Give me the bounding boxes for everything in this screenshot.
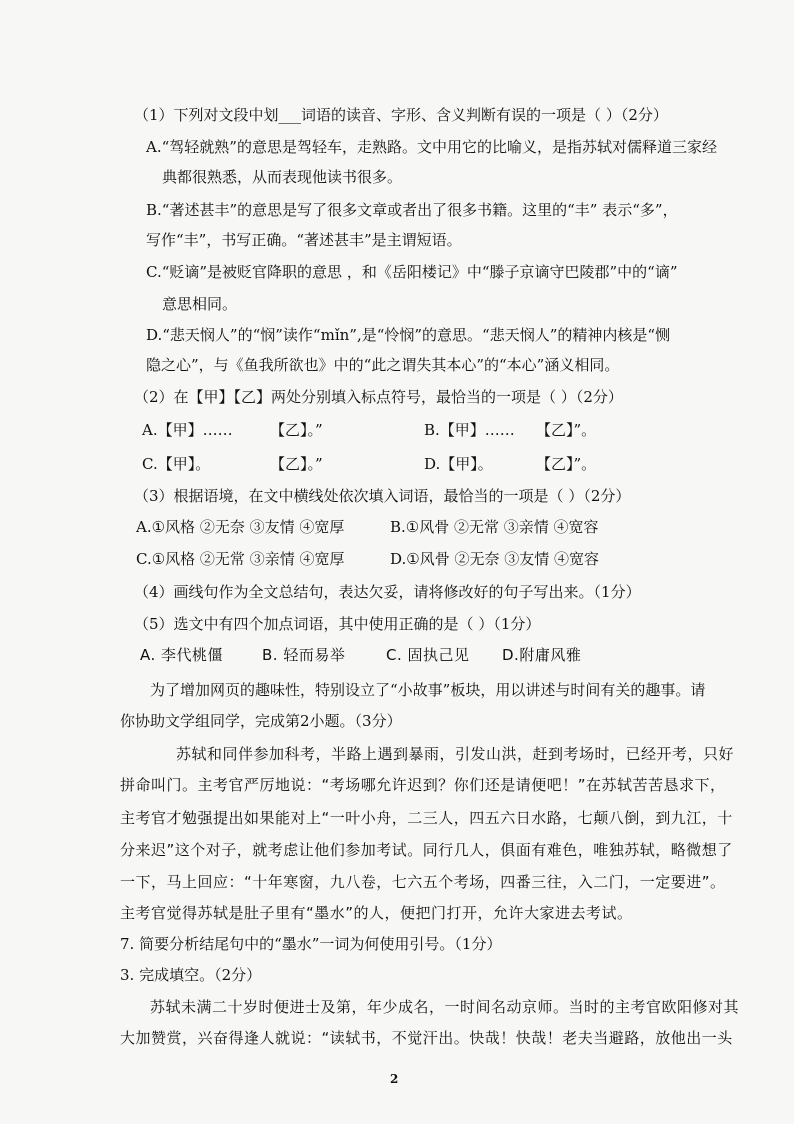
story-line3: 主考官才勉强提出如果能对上“一叶小舟，二三人，四五六日水路，七颠八倒，到九江，十 <box>120 809 733 827</box>
q1-option-b-line2: 写作“丰”，书写正确。“著述甚丰”是主谓短语。 <box>146 231 462 249</box>
story2-line1: 苏轼未满二十岁时便进士及第，年少成名，一时间名动京师。当时的主考官欧阳修对其 <box>150 998 740 1016</box>
q2-option-c-jia: C.【甲】。 <box>142 455 211 473</box>
q3-option-a: A.①风格 ②无奈 ③友情 ④宽厚 <box>136 518 345 536</box>
q2-stem: （2）在【甲】【乙】两处分别填入标点符号，最恰当的一项是（ ）（2分） <box>134 388 623 406</box>
q1-option-a-line2: 典都很熟悉，从而表现他读书很多。 <box>162 168 403 186</box>
q2-option-b-yi: 【乙】”。 <box>536 421 597 439</box>
q5-option-d: D.附庸风雅 <box>502 646 582 664</box>
q2-option-d-yi: 【乙】”。 <box>536 455 597 473</box>
q1-option-d-line1: D.“悲天悯人”的“悯”读作“mǐn”,是“怜悯”的意思。“悲天悯人”的精神内核是“恻 <box>146 326 671 344</box>
q1-option-b-line1: B.“著述甚丰”的意思是写了很多文章或者出了很多书籍。这里的“丰” 表示“多”， <box>146 201 678 219</box>
q5-stem: （5）选文中有四个加点词语，其中使用正确的是（ ）（1分） <box>134 615 541 633</box>
q2-option-a-yi: 【乙】。” <box>270 421 323 439</box>
q2-option-d-jia: D.【甲】。 <box>424 455 493 473</box>
q2-option-b-jia: B.【甲】…… <box>424 421 515 439</box>
q5-option-c: C. 固执己见 <box>386 646 470 664</box>
story2-line2: 大加赞赏，兴奋得逢人就说：“读轼书，不觉汗出。快哉！快哉！老夫当避路，放他出一头 <box>120 1029 733 1047</box>
q2-option-c-yi: 【乙】。” <box>270 455 323 473</box>
q7-stem: 7. 简要分析结尾句中的“墨水”一词为何使用引号。（1分） <box>120 935 502 953</box>
q2-option-a-jia: A.【甲】…… <box>142 421 233 439</box>
q1-stem: （1）下列对文段中划___词语的读音、字形、含义判断有误的一项是（ ）（2分） <box>134 106 668 124</box>
q1-option-d-line2: 隐之心”，与《鱼我所欲也》中的“此之谓失其本心”的“本心”涵义相同。 <box>146 356 620 374</box>
q5-option-a: A. 李代桃僵 <box>140 646 224 664</box>
q3-option-c: C.①风格 ②无常 ③亲情 ④宽厚 <box>136 550 345 568</box>
q3-option-b: B.①风骨 ②无常 ③亲情 ④宽容 <box>390 518 599 536</box>
section-intro-line2: 你协助文学组同学，完成第2小题。（3分） <box>120 712 402 730</box>
story-line4: 分来迟”这个对子，就考虑让他们参加考试。同行几人，俱面有难色，唯独苏轼，略微想了 <box>120 841 733 859</box>
story-line6: 主考官觉得苏轼是肚子里有“墨水”的人，便把门打开，允许大家进去考试。 <box>120 904 633 922</box>
story-line1: 苏轼和同伴参加科考，半路上遇到暴雨，引发山洪，赶到考场时，已经开考，只好 <box>176 745 735 763</box>
q5-option-b: B. 轻而易举 <box>262 646 346 664</box>
q3-option-d: D.①风骨 ②无奈 ③友情 ④宽容 <box>390 550 600 568</box>
section-intro-line1: 为了增加网页的趣味性，特别设立了“小故事”板块，用以讲述与时间有关的趣事。请 <box>150 681 706 699</box>
q1-option-c-line1: C.“贬谪”是被贬官降职的意思 ，和《岳阳楼记》中“滕子京谪守巴陵郡”中的“谪” <box>146 263 678 281</box>
story-line2: 拼命叫门。主考官严厉地说：“考场哪允许迟到？你们还是请便吧！”在苏轼苦苦恳求下， <box>120 776 726 794</box>
q1-option-a-line1: A.“驾轻就熟”的意思是驾轻车，走熟路。文中用它的比喻义，是指苏轼对儒释道三家经 <box>146 138 717 156</box>
q3-stem: （3）根据语境，在文中横线处依次填入词语，最恰当的一项是（ ）（2分） <box>134 487 631 505</box>
page-number: 2 <box>390 1072 399 1086</box>
q4-stem: （4）画线句作为全文总结句，表达欠妥，请将修改好的句子写出来。（1分） <box>134 583 641 601</box>
q1-option-c-line2: 意思相同。 <box>162 295 238 313</box>
story-line5: 一下，马上回应：“十年寒窗，九八卷，七六五个考场，四番三往，入二门，一定要进”。 <box>120 873 726 891</box>
q3b-stem: 3. 完成填空。（2分） <box>120 966 262 984</box>
